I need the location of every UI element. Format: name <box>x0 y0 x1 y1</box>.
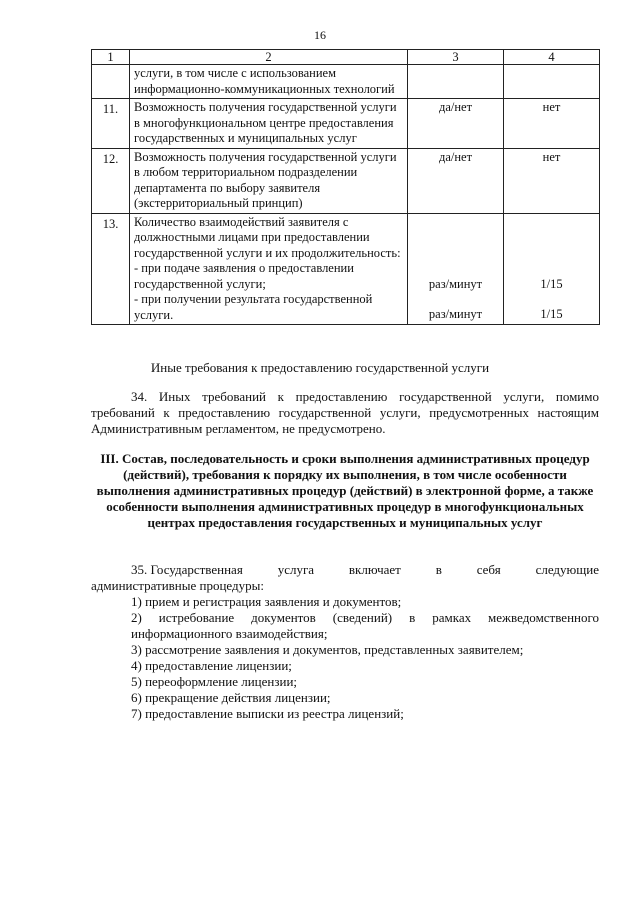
col-header-2: 2 <box>130 50 408 65</box>
row-description: Возможность получения государственной услуги в любом территориальном подразделении департамента по выбору заявителя (экстерриториальный принцип) <box>130 148 408 213</box>
requirements-table <box>91 49 600 325</box>
paragraph-35 <box>91 562 599 594</box>
row13-sub2-value: 1/15 <box>540 306 563 321</box>
row-description: Возможность получения государственной услуги в многофункциональном центре предоставления государственных и муниципальных услуг <box>130 99 408 149</box>
paragraph-35-continuation: административные процедуры: <box>91 578 264 593</box>
table-row <box>92 65 600 99</box>
page-number: 16 <box>314 28 326 42</box>
row13-sub1-desc: - при подаче заявления о предоставлении государственной услуги; <box>134 261 354 291</box>
row-description: услуги, в том числе с использованием информационно-коммуникационных технологий <box>130 65 408 99</box>
p35-word: 35. Государственная <box>131 562 243 577</box>
row-value-3 <box>408 213 504 325</box>
row-number: 13. <box>92 213 130 325</box>
table-header-row <box>92 50 600 65</box>
list-item: 5) переоформление лицензии; <box>131 674 298 689</box>
row-value-4: нет <box>504 148 600 213</box>
p35-word: себя <box>476 562 501 577</box>
p35-word: в <box>435 562 442 577</box>
table-row <box>92 213 600 325</box>
p35-word: включает <box>348 562 401 577</box>
row-value-4: нет <box>504 99 600 149</box>
row13-sub1-unit: раз/минут <box>428 276 483 291</box>
row13-sub2-desc: - при получении результата государственной услуги. <box>134 292 373 322</box>
col-header-3: 3 <box>408 50 504 65</box>
p35-word: услуга <box>277 562 315 577</box>
col-header-1: 1 <box>92 50 130 65</box>
table-row <box>92 99 600 149</box>
row-number: 11. <box>92 99 130 149</box>
table-row <box>92 148 600 213</box>
row-value-4 <box>504 65 600 99</box>
row-description <box>130 213 408 325</box>
list-item: 4) предоставление лицензии; <box>131 658 292 673</box>
row-number: 12. <box>92 148 130 213</box>
paragraph-35-first-line <box>91 562 599 578</box>
procedure-list <box>91 594 599 722</box>
col-header-4: 4 <box>504 50 600 65</box>
row-value-3 <box>408 65 504 99</box>
row-value-3: да/нет <box>408 148 504 213</box>
p35-word: следующие <box>535 562 599 577</box>
row-value-3: да/нет <box>408 99 504 149</box>
paragraph-34 <box>91 389 599 437</box>
list-item: 6) прекращение действия лицензии; <box>131 690 331 705</box>
other-requirements-heading: Иные требования к предоставлению государственной услуги <box>150 360 490 375</box>
row-value-4 <box>504 213 600 325</box>
list-item: 2) истребование документов (сведений) в рамках межведомственного информационного взаимодействия; <box>131 610 599 641</box>
paragraph-34-text: 34. Иных требований к предоставлению государственной услуги, помимо требований к предоставлению государственной услуги, предусмотренных настоящим Административным регламентом, не предусмотрено. <box>91 389 599 436</box>
list-item: 3) рассмотрение заявления и документов, представленных заявителем; <box>131 642 524 657</box>
section-3-title: III. Состав, последовательность и сроки выполнения административных процедур (действий), требования к порядку их выполнения, в том числе особенности выполнения административных процедур (действий) в электронной форме, а также особенности выполнения административных процедур в многофункциональных центрах предоставления государственных и муниципальных услуг <box>96 451 594 530</box>
list-item: 7) предоставление выписки из реестра лицензий; <box>131 706 404 721</box>
list-item: 1) прием и регистрация заявления и документов; <box>131 594 402 609</box>
row13-sub1-value: 1/15 <box>540 276 563 291</box>
row13-intro: Количество взаимодействий заявителя с должностными лицами при предоставлении государственной услуги и их продолжительность: <box>134 214 401 260</box>
row13-sub2-unit: раз/минут <box>428 306 483 321</box>
row-number <box>92 65 130 99</box>
